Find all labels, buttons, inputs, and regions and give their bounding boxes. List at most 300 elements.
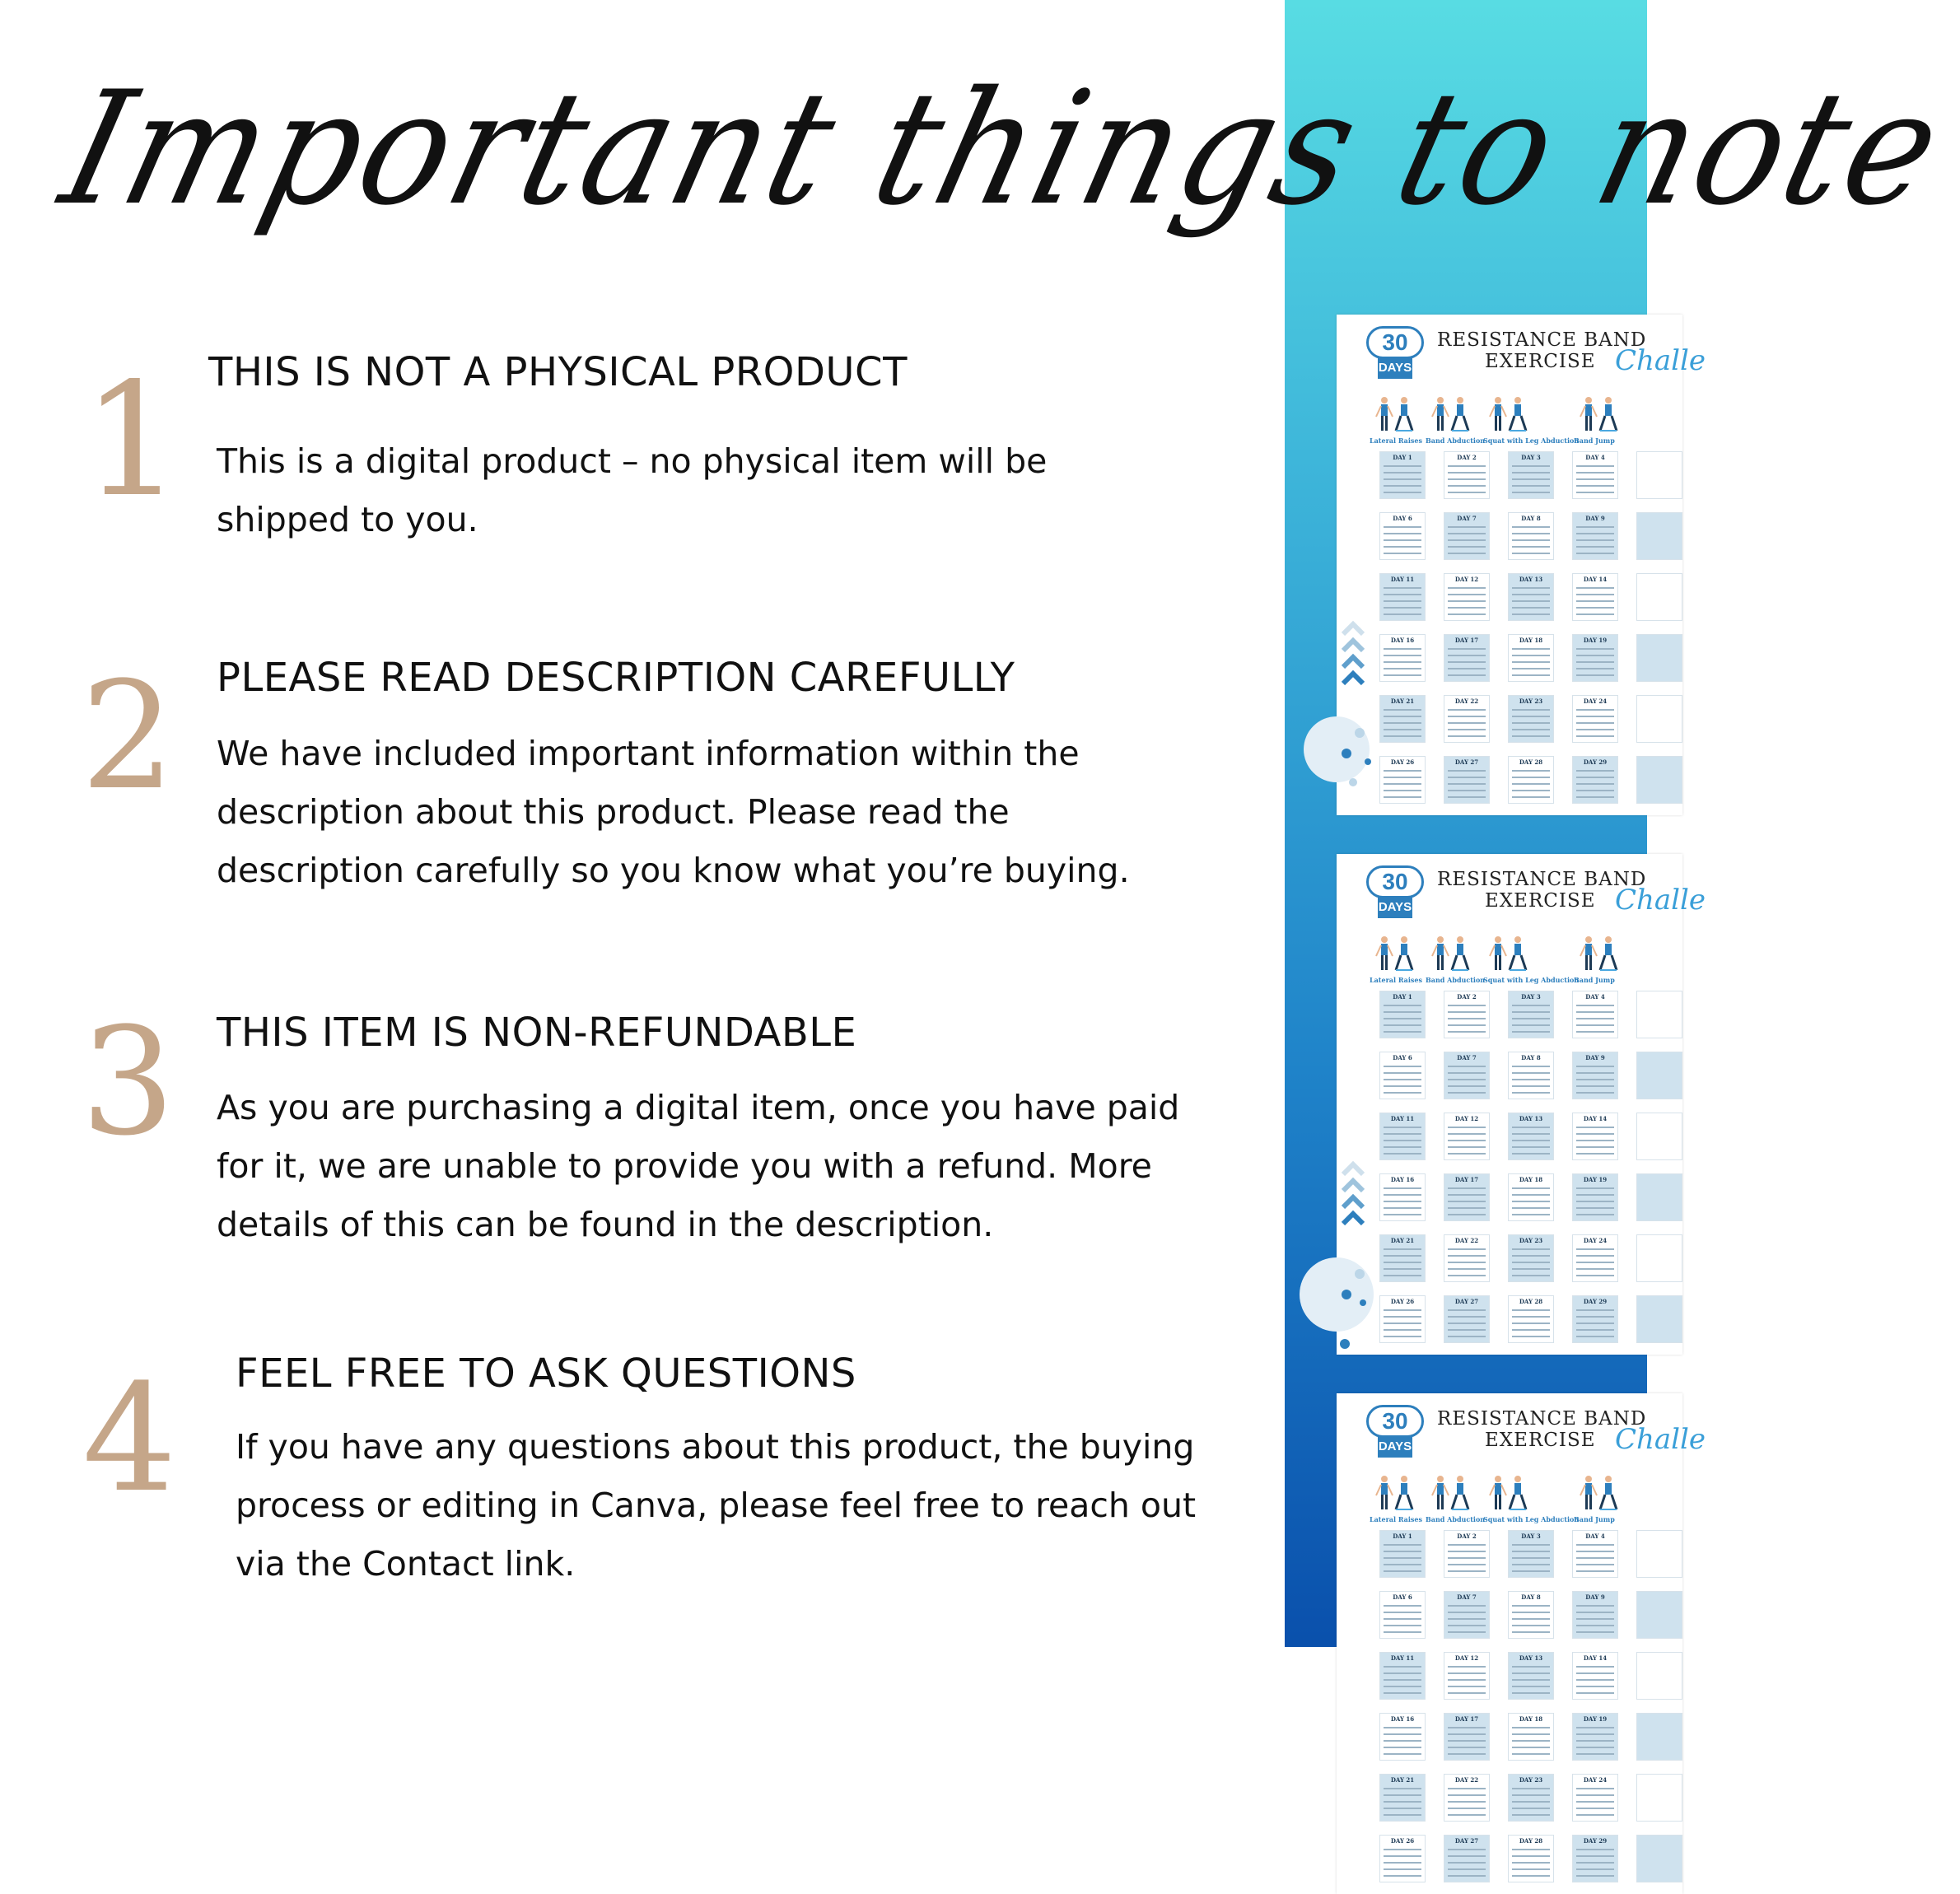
task-line — [1448, 1085, 1486, 1087]
day-label: DAY 28 — [1519, 1837, 1543, 1845]
task-line — [1448, 1275, 1486, 1276]
task-line — [1576, 1862, 1614, 1864]
day-label: DAY 16 — [1390, 637, 1415, 644]
day-card — [1379, 634, 1426, 682]
task-line — [1448, 1605, 1486, 1607]
task-line — [1448, 1794, 1486, 1796]
task-line — [1448, 478, 1486, 480]
note-body-4: If you have any questions about this product, the buying process or editing in Canva, please feel free to reach out via the Contact link. — [236, 1427, 1197, 1584]
task-line — [1384, 1631, 1421, 1633]
day-label: DAY 18 — [1519, 1176, 1543, 1183]
task-line — [1448, 796, 1486, 798]
task-line — [1576, 1085, 1614, 1087]
day-label: DAY 6 — [1393, 515, 1412, 522]
task-line — [1512, 1686, 1550, 1687]
day-label: DAY 8 — [1521, 1054, 1541, 1061]
task-line — [1576, 1849, 1614, 1850]
day-card — [1379, 1713, 1426, 1761]
day-card — [1508, 1052, 1554, 1099]
task-line — [1512, 1625, 1550, 1626]
task-line — [1448, 492, 1486, 493]
badge-number: 30 — [1366, 1405, 1424, 1438]
day-card — [1444, 695, 1490, 743]
day-label: DAY 21 — [1390, 1237, 1415, 1244]
exercise-figure-icon — [1373, 933, 1422, 976]
task-line — [1512, 1140, 1550, 1141]
task-line — [1448, 1336, 1486, 1337]
task-line — [1384, 783, 1421, 785]
task-line — [1512, 716, 1550, 717]
task-line — [1384, 1268, 1421, 1270]
task-line — [1512, 777, 1550, 778]
day-label: DAY 7 — [1457, 1054, 1477, 1061]
badge-days: DAYS — [1378, 357, 1412, 379]
task-line — [1448, 1255, 1486, 1257]
day-card — [1508, 1713, 1554, 1761]
task-line — [1576, 668, 1614, 669]
task-line — [1512, 1018, 1550, 1019]
day-label: DAY 14 — [1583, 1115, 1608, 1122]
task-line — [1448, 1140, 1486, 1141]
task-line — [1448, 735, 1486, 737]
task-line — [1384, 716, 1421, 717]
task-line — [1512, 1066, 1550, 1067]
task-line — [1384, 1801, 1421, 1803]
task-line — [1384, 1127, 1421, 1128]
day-card — [1444, 1591, 1490, 1639]
task-line — [1512, 1316, 1550, 1318]
day-card — [1572, 695, 1618, 743]
task-line — [1576, 716, 1614, 717]
task-line — [1512, 539, 1550, 541]
task-line — [1384, 1679, 1421, 1681]
task-line — [1576, 1564, 1614, 1565]
task-line — [1448, 1146, 1486, 1148]
task-line — [1512, 722, 1550, 724]
task-line — [1576, 1557, 1614, 1559]
task-line — [1384, 1849, 1421, 1850]
task-line — [1384, 790, 1421, 791]
note-body-1: This is a digital product – no physical item will be shipped to you. — [217, 441, 1048, 539]
task-line — [1384, 1316, 1421, 1318]
note-heading-2: PLEASE READ DESCRIPTION CAREFULLY — [217, 655, 1015, 701]
task-line — [1384, 1011, 1421, 1013]
note-number-4: 4 — [82, 1353, 177, 1525]
task-line — [1384, 1855, 1421, 1857]
day-label: DAY 13 — [1519, 576, 1543, 583]
task-line — [1448, 1875, 1486, 1877]
task-line — [1384, 722, 1421, 724]
day-label: DAY 2 — [1457, 1532, 1477, 1540]
day-card-partial — [1636, 1774, 1682, 1822]
task-line — [1576, 1740, 1614, 1742]
task-line — [1384, 1788, 1421, 1789]
task-line — [1512, 1570, 1550, 1572]
exercise-row — [1370, 933, 1682, 982]
task-line — [1448, 533, 1486, 534]
task-line — [1448, 1079, 1486, 1080]
task-line — [1576, 600, 1614, 602]
task-line — [1384, 1066, 1421, 1067]
task-line — [1576, 587, 1614, 589]
chevron-decoration-icon — [1341, 619, 1365, 693]
day-card-partial — [1636, 756, 1682, 804]
day-card — [1572, 1713, 1618, 1761]
task-line — [1384, 1733, 1421, 1735]
task-line — [1512, 648, 1550, 650]
day-card — [1508, 634, 1554, 682]
note-heading-3: THIS ITEM IS NON-REFUNDABLE — [217, 1010, 857, 1056]
task-line — [1576, 1679, 1614, 1681]
task-line — [1384, 492, 1421, 493]
day-label: DAY 16 — [1390, 1715, 1415, 1723]
poster-title-line1: RESISTANCE BAND — [1437, 1408, 1647, 1430]
task-line — [1512, 1248, 1550, 1250]
day-card — [1379, 1052, 1426, 1099]
day-card — [1508, 1774, 1554, 1822]
task-line — [1512, 1814, 1550, 1816]
day-card — [1508, 1173, 1554, 1221]
task-line — [1512, 1309, 1550, 1311]
task-line — [1512, 1005, 1550, 1006]
exercise-label: Band Abduction — [1426, 976, 1486, 984]
task-line — [1448, 1323, 1486, 1324]
task-line — [1512, 1605, 1550, 1607]
task-line — [1448, 1127, 1486, 1128]
day-label: DAY 13 — [1519, 1115, 1543, 1122]
task-line — [1448, 594, 1486, 595]
task-line — [1448, 1133, 1486, 1135]
task-line — [1512, 600, 1550, 602]
task-line — [1384, 1275, 1421, 1276]
task-line — [1448, 587, 1486, 589]
task-line — [1384, 1187, 1421, 1189]
task-line — [1384, 1024, 1421, 1026]
day-card-partial — [1636, 1835, 1682, 1882]
task-line — [1512, 1794, 1550, 1796]
task-line — [1512, 1733, 1550, 1735]
task-line — [1576, 1631, 1614, 1633]
day-card — [1508, 991, 1554, 1038]
task-line — [1448, 770, 1486, 772]
task-line — [1576, 735, 1614, 737]
task-line — [1384, 1201, 1421, 1202]
day-label: DAY 12 — [1454, 1654, 1479, 1662]
day-card — [1572, 512, 1618, 560]
task-line — [1448, 783, 1486, 785]
task-line — [1512, 1031, 1550, 1033]
task-line — [1512, 1323, 1550, 1324]
task-line — [1512, 1855, 1550, 1857]
task-line — [1448, 1814, 1486, 1816]
day-label: DAY 9 — [1585, 515, 1605, 522]
day-label: DAY 7 — [1457, 515, 1477, 522]
task-line — [1384, 613, 1421, 615]
task-line — [1448, 1855, 1486, 1857]
poster-title-line1: RESISTANCE BAND — [1437, 329, 1647, 351]
day-card-partial — [1636, 451, 1682, 499]
task-line — [1512, 1564, 1550, 1565]
task-line — [1512, 1187, 1550, 1189]
day-card — [1508, 1591, 1554, 1639]
task-line — [1448, 1153, 1486, 1155]
task-line — [1576, 465, 1614, 467]
day-card — [1572, 1173, 1618, 1221]
task-line — [1448, 716, 1486, 717]
task-line — [1384, 1814, 1421, 1816]
day-label: DAY 4 — [1585, 993, 1605, 1001]
day-card — [1572, 1591, 1618, 1639]
day-card — [1444, 1173, 1490, 1221]
task-line — [1512, 1146, 1550, 1148]
task-line — [1384, 539, 1421, 541]
day-label: DAY 29 — [1583, 758, 1608, 766]
day-label: DAY 29 — [1583, 1837, 1608, 1845]
task-line — [1384, 1079, 1421, 1080]
task-line — [1448, 1564, 1486, 1565]
task-line — [1384, 1146, 1421, 1148]
task-line — [1384, 777, 1421, 778]
task-line — [1576, 1733, 1614, 1735]
task-line — [1384, 674, 1421, 676]
task-line — [1576, 1146, 1614, 1148]
task-line — [1448, 1862, 1486, 1864]
task-line — [1384, 533, 1421, 534]
day-card-partial — [1636, 1052, 1682, 1099]
task-line — [1512, 1544, 1550, 1546]
dots-decoration-icon — [1337, 1237, 1378, 1352]
task-line — [1384, 1336, 1421, 1337]
task-line — [1384, 1666, 1421, 1668]
task-line — [1512, 1329, 1550, 1331]
task-line — [1448, 1625, 1486, 1626]
task-line — [1576, 492, 1614, 493]
exercise-label: Band Abduction — [1426, 436, 1486, 445]
page-title: Important things to note — [46, 58, 1960, 240]
task-line — [1384, 1085, 1421, 1087]
task-line — [1384, 587, 1421, 589]
task-line — [1512, 465, 1550, 467]
task-line — [1384, 472, 1421, 474]
task-line — [1512, 526, 1550, 528]
note-body-2: We have included important information within the description about this product. Please read the description carefully so you know what you’re buying. — [217, 734, 1130, 890]
day-card-partial — [1636, 573, 1682, 621]
task-line — [1576, 613, 1614, 615]
task-line — [1448, 1262, 1486, 1263]
task-line — [1384, 1692, 1421, 1694]
day-card — [1444, 1295, 1490, 1343]
day-label: DAY 23 — [1519, 1237, 1543, 1244]
task-line — [1448, 1612, 1486, 1613]
chevron-decoration-icon — [1341, 1159, 1365, 1234]
task-line — [1576, 1031, 1614, 1033]
day-card — [1444, 634, 1490, 682]
day-label: DAY 26 — [1390, 1298, 1415, 1305]
task-line — [1576, 1788, 1614, 1789]
task-line — [1384, 546, 1421, 548]
task-line — [1448, 1740, 1486, 1742]
task-line — [1512, 1557, 1550, 1559]
task-line — [1576, 1336, 1614, 1337]
exercise-figure-icon — [1486, 1472, 1536, 1515]
day-label: DAY 19 — [1583, 1715, 1608, 1723]
task-line — [1512, 1207, 1550, 1209]
day-card — [1379, 1234, 1426, 1282]
task-line — [1512, 478, 1550, 480]
task-line — [1448, 607, 1486, 609]
task-line — [1576, 1753, 1614, 1755]
task-line — [1576, 1133, 1614, 1135]
task-line — [1384, 735, 1421, 737]
day-label: DAY 16 — [1390, 1176, 1415, 1183]
task-line — [1448, 1207, 1486, 1209]
task-line — [1512, 1875, 1550, 1877]
exercise-figure-icon — [1486, 933, 1536, 976]
task-line — [1384, 1605, 1421, 1607]
task-line — [1576, 1079, 1614, 1080]
task-line — [1448, 648, 1486, 650]
day-label: DAY 23 — [1519, 697, 1543, 705]
task-line — [1576, 722, 1614, 724]
day-card — [1379, 756, 1426, 804]
day-card — [1444, 451, 1490, 499]
task-line — [1448, 472, 1486, 474]
task-line — [1576, 1248, 1614, 1250]
task-line — [1384, 729, 1421, 730]
day-card-partial — [1636, 1113, 1682, 1160]
day-card — [1444, 1234, 1490, 1282]
poster-title-line1: RESISTANCE BAND — [1437, 869, 1647, 890]
task-line — [1576, 1011, 1614, 1013]
task-line — [1576, 1092, 1614, 1094]
task-line — [1448, 1727, 1486, 1728]
day-card — [1444, 512, 1490, 560]
task-line — [1512, 1612, 1550, 1613]
task-line — [1448, 1551, 1486, 1552]
task-line — [1384, 1140, 1421, 1141]
day-card — [1508, 1835, 1554, 1882]
task-line — [1576, 1323, 1614, 1324]
task-line — [1384, 1625, 1421, 1626]
day-card — [1444, 1530, 1490, 1578]
day-label: DAY 14 — [1583, 1654, 1608, 1662]
dots-decoration-icon — [1337, 704, 1378, 795]
task-line — [1512, 1214, 1550, 1215]
day-card — [1444, 1052, 1490, 1099]
task-line — [1448, 1072, 1486, 1074]
task-line — [1448, 1544, 1486, 1546]
exercise-figure-icon — [1373, 394, 1422, 436]
day-card-partial — [1636, 991, 1682, 1038]
task-line — [1448, 1801, 1486, 1803]
day-card-partial — [1636, 634, 1682, 682]
task-line — [1384, 648, 1421, 650]
task-line — [1512, 1085, 1550, 1087]
day-card — [1572, 756, 1618, 804]
day-label: DAY 17 — [1454, 1715, 1479, 1723]
task-line — [1576, 1666, 1614, 1668]
task-line — [1512, 1133, 1550, 1135]
task-line — [1384, 1564, 1421, 1565]
task-line — [1576, 674, 1614, 676]
task-line — [1576, 783, 1614, 785]
day-card — [1572, 451, 1618, 499]
task-line — [1512, 1127, 1550, 1128]
task-line — [1448, 1011, 1486, 1013]
badge-number: 30 — [1366, 326, 1424, 359]
day-card — [1508, 573, 1554, 621]
day-label: DAY 21 — [1390, 697, 1415, 705]
day-card — [1572, 1295, 1618, 1343]
task-line — [1576, 1214, 1614, 1215]
task-line — [1384, 796, 1421, 798]
task-line — [1384, 607, 1421, 609]
task-line — [1576, 648, 1614, 650]
day-label: DAY 6 — [1393, 1593, 1412, 1601]
exercise-figure-icon — [1486, 394, 1536, 436]
day-label: DAY 3 — [1521, 1532, 1541, 1540]
day-card — [1444, 1774, 1490, 1822]
day-label: DAY 12 — [1454, 576, 1479, 583]
day-label: DAY 23 — [1519, 1776, 1543, 1784]
task-line — [1576, 472, 1614, 474]
task-line — [1384, 709, 1421, 711]
task-line — [1384, 1551, 1421, 1552]
day-label: DAY 11 — [1390, 576, 1415, 583]
task-line — [1576, 1066, 1614, 1067]
day-card-partial — [1636, 1234, 1682, 1282]
poster-title-script: Challe — [1615, 884, 1706, 917]
task-line — [1576, 1018, 1614, 1019]
task-line — [1384, 1194, 1421, 1196]
day-label: DAY 11 — [1390, 1115, 1415, 1122]
task-line — [1512, 709, 1550, 711]
task-line — [1448, 1788, 1486, 1789]
task-line — [1512, 1275, 1550, 1276]
day-label: DAY 29 — [1583, 1298, 1608, 1305]
task-line — [1448, 1187, 1486, 1189]
task-line — [1384, 655, 1421, 656]
task-line — [1448, 729, 1486, 730]
task-line — [1384, 1686, 1421, 1687]
day-card — [1444, 1835, 1490, 1882]
task-line — [1512, 796, 1550, 798]
task-line — [1384, 1794, 1421, 1796]
badge-days: DAYS — [1378, 897, 1412, 918]
task-line — [1384, 1727, 1421, 1728]
task-line — [1576, 1127, 1614, 1128]
day-label: DAY 4 — [1585, 454, 1605, 461]
exercise-label: Lateral Raises — [1370, 1515, 1422, 1523]
day-card — [1379, 512, 1426, 560]
day-label: DAY 24 — [1583, 697, 1608, 705]
task-line — [1512, 1011, 1550, 1013]
note-number-2: 2 — [81, 651, 175, 823]
task-line — [1384, 1309, 1421, 1311]
task-line — [1576, 1686, 1614, 1687]
task-line — [1576, 1672, 1614, 1674]
day-card — [1379, 1295, 1426, 1343]
task-line — [1448, 1672, 1486, 1674]
task-line — [1512, 613, 1550, 615]
exercise-figure-icon — [1577, 1472, 1626, 1515]
task-line — [1576, 1794, 1614, 1796]
task-line — [1576, 1801, 1614, 1803]
task-line — [1512, 485, 1550, 487]
task-line — [1448, 1686, 1486, 1687]
day-card — [1379, 1652, 1426, 1700]
task-line — [1576, 607, 1614, 609]
